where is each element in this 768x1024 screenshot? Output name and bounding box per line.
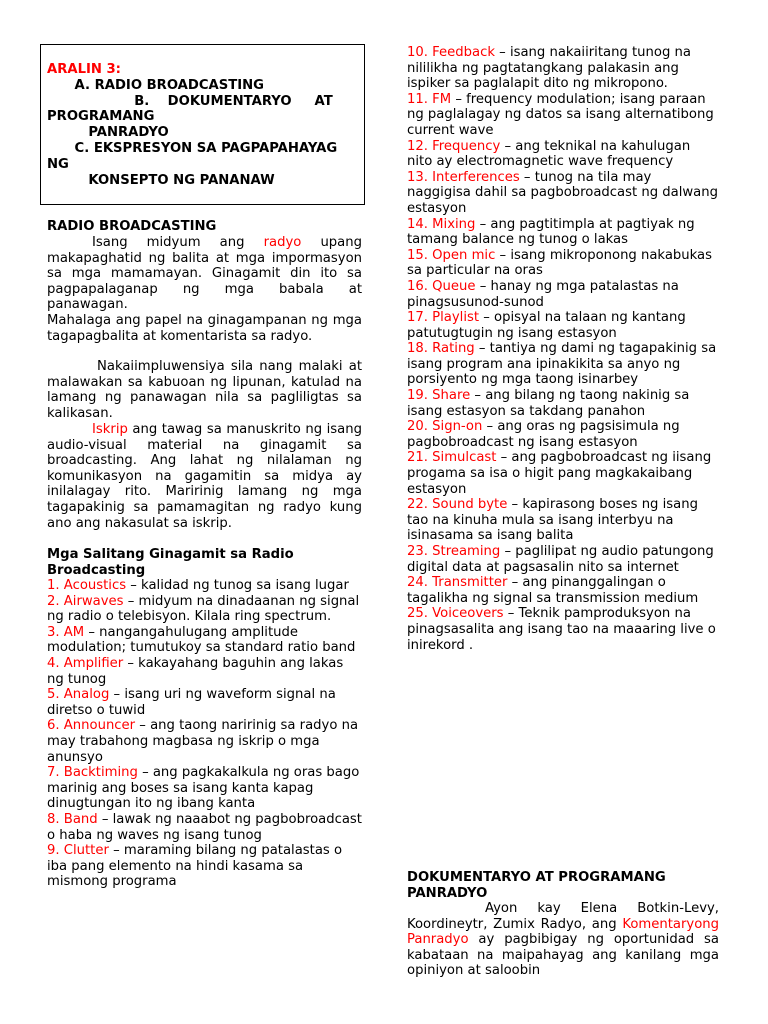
term-definition: – nangangahulugang amplitude modulation; tumutukoy sa standard ratio band bbox=[47, 624, 356, 656]
term-label: 15. Open mic bbox=[407, 247, 496, 263]
lesson-topic-b-line1: B. DOKUMENTARYO AT bbox=[47, 93, 333, 109]
lesson-topic-b-line2: PROGRAMANG bbox=[47, 109, 155, 125]
term-label: 22. Sound byte bbox=[407, 497, 508, 513]
doc-paragraph: Ayon kay Elena Botkin-Levy, Koordineytr, Zumix Radyo, ang Komentaryong Panradyo ay pagbibigay ng oportunidad sa kabataan na maipahayag ang kanilang mga opiniyon at saloobin bbox=[407, 901, 719, 979]
term-definition: – kalidad ng tunog sa isang lugar bbox=[126, 578, 349, 593]
radio-paragraph-2: Mahalaga ang papel na ginagampanan ng mga tagapagbalita at komentarista sa radyo. bbox=[47, 313, 362, 344]
term-definition: – ang pagbobroadcast ng iisang progama sa isa o higit pang magkakaibang estasyon bbox=[407, 450, 712, 497]
term-definition: – ang pagkakalkula ng oras bago marinig ang boses sa isang kanta kapag dinugtungan ito ng ibang kanta bbox=[47, 765, 360, 812]
term-item bbox=[407, 575, 719, 606]
term-item bbox=[47, 765, 362, 812]
term-label: 9. Clutter bbox=[47, 843, 109, 859]
term-label: 10. Feedback bbox=[407, 45, 495, 60]
term-definition: – ang bilang ng taong nakinig sa isang estasyon sa takdang panahon bbox=[407, 388, 690, 419]
radio-paragraph-4: Iskrip ang tawag sa manuskrito ng isang audio-visual material na ginagamit sa broadcasting. Ang lahat ng nilalaman ng komunikasyon na gagamitin sa midya ay inilalagay rito. Maririnig lamang ng mga tagapakinig sa pamamagitan ng radyo kung ano ang nakasulat sa iskrip. bbox=[47, 422, 362, 531]
term-item bbox=[47, 687, 362, 718]
term-label: 23. Streaming bbox=[407, 544, 501, 559]
term-item bbox=[47, 656, 362, 687]
term-definition: – midyum na dinadaanan ng signal ng radio o telebisyon. Kilala ring spectrum. bbox=[47, 593, 360, 625]
term-item bbox=[47, 718, 362, 765]
term-definition: – maraming bilang ng patalastas o iba pang elemento na hindi kasama sa mismong programa bbox=[47, 843, 343, 890]
term-item bbox=[407, 497, 719, 544]
term-item bbox=[47, 843, 362, 890]
term-definition: – ang pagtitimpla at pagtiyak ng tamang balance ng tunog o lakas bbox=[407, 216, 695, 248]
term-item bbox=[407, 419, 719, 450]
term-item bbox=[407, 606, 719, 653]
term-label: 1. Acoustics bbox=[47, 578, 127, 593]
term-label: 17. Playlist bbox=[407, 310, 480, 326]
term-item bbox=[47, 812, 362, 843]
doc-heading: DOKUMENTARYO AT PROGRAMANG PANRADYO bbox=[407, 870, 666, 901]
term-definition: – Teknik pamproduksyon na pinagsasalita ang isang tao na maaaring live o inirekord . bbox=[407, 606, 716, 653]
term-label: 18. Rating bbox=[407, 341, 475, 357]
lesson-topic-b-line3: PANRADYO bbox=[47, 125, 169, 141]
terms-list-left bbox=[47, 578, 362, 890]
term-item bbox=[407, 92, 719, 139]
term-label: 21. Simulcast bbox=[407, 450, 497, 466]
lesson-topic-a: A. RADIO BROADCASTING bbox=[47, 77, 264, 93]
term-item bbox=[407, 450, 719, 497]
term-label: 2. Airwaves bbox=[47, 593, 124, 609]
radio-paragraph-3: Nakaiimpluwensiya sila nang malaki at malawakan sa kabuoan ng lipunan, katulad na lamang ng panawagan nila sa pagliligtas sa kalikasan. bbox=[47, 359, 362, 421]
term-label: 8. Band bbox=[47, 811, 98, 827]
term-definition: – ang teknikal na kahulugan nito ay electromagnetic wave frequency bbox=[407, 138, 691, 170]
term-label: 11. FM bbox=[407, 91, 452, 107]
term-label: 13. Interferences bbox=[407, 169, 520, 185]
term-label: 14. Mixing bbox=[407, 216, 476, 232]
term-item bbox=[47, 578, 362, 594]
lesson-label: ARALIN 3: bbox=[47, 62, 121, 77]
term-item bbox=[407, 139, 719, 170]
term-definition: – ang oras ng pagsisimula ng pagbobroadcast ng isang estasyon bbox=[407, 419, 680, 450]
term-label: 4. Amplifier bbox=[47, 655, 124, 671]
term-definition: – tantiya ng dami ng tagapakinig sa isang program ana ipinakikita sa anyo ng porsiyento ng mga taong isinarbey bbox=[407, 341, 717, 388]
term-definition: – tunog na tila may naggigisa dahil sa pagbobroadcast ng dalwang estasyon bbox=[407, 169, 718, 216]
term-item bbox=[407, 170, 719, 217]
term-definition: – paglilipat ng audio patungong digital data at pagsasalin nito sa internet bbox=[407, 544, 714, 575]
term-label: 6. Announcer bbox=[47, 718, 136, 734]
lesson-topic-c-line2: NG bbox=[47, 156, 69, 172]
term-definition: – frequency modulation; isang paraan ng paglalagay ng datos sa isang alternatibong current wave bbox=[407, 91, 714, 138]
term-label: 16. Queue bbox=[407, 278, 476, 294]
term-definition: – isang nakaiiritang tunog na nililikha ng pagtatangkang palakasin ang ispiker sa paglalapit dito ng mikropono. bbox=[407, 45, 691, 92]
term-label: 25. Voiceovers bbox=[407, 606, 504, 622]
term-definition: – hanay ng mga patalastas na pinagsusunod-sunod bbox=[407, 278, 679, 310]
term-item bbox=[407, 341, 719, 388]
term-label: 7. Backtiming bbox=[47, 765, 138, 781]
term-item bbox=[47, 594, 362, 625]
term-definition: – opisyal na talaan ng kantang patutugtugin ng isang estasyon bbox=[407, 310, 686, 341]
terms-list-right bbox=[407, 45, 719, 653]
term-item bbox=[407, 217, 719, 248]
term-item bbox=[407, 45, 719, 92]
term-definition: – ang pinanggalingan o tagalikha ng signal sa transmission medium bbox=[407, 575, 699, 606]
term-definition: – kapirasong boses ng isang tao na kinuha mula sa isang interbyu na isinasama sa isang balita bbox=[407, 497, 698, 544]
term-item bbox=[407, 310, 719, 341]
keyword-radyo: radyo bbox=[263, 235, 302, 250]
term-label: 19. Share bbox=[407, 388, 471, 404]
term-label: 24. Transmitter bbox=[407, 575, 508, 591]
radio-paragraph-1: Isang midyum ang radyo upang makapaghatid ng balita at mga impormasyon sa mga mamamayan. Ginagamit din ito sa pagpapalaganap ng mga babala at panawagan. bbox=[47, 235, 362, 313]
term-label: 20. Sign-on bbox=[407, 419, 483, 435]
term-definition: – kakayahang baguhin ang lakas ng tunog bbox=[47, 655, 344, 687]
term-item bbox=[407, 248, 719, 279]
terms-heading: Mga Salitang Ginagamit sa Radio Broadcasting bbox=[47, 547, 294, 578]
radio-heading: RADIO BROADCASTING bbox=[47, 219, 217, 234]
term-label: 5. Analog bbox=[47, 687, 110, 703]
term-definition: – isang mikroponong nakabukas sa particular na oras bbox=[407, 247, 713, 279]
lesson-topic-c-line1: C. EKSPRESYON SA PAGPAPAHAYAG bbox=[47, 140, 338, 156]
term-item bbox=[407, 544, 719, 575]
lesson-header-box bbox=[40, 44, 365, 205]
term-definition: – isang uri ng waveform signal na diretso o tuwid bbox=[47, 687, 336, 718]
term-item bbox=[47, 625, 362, 656]
term-definition: – ang taong naririnig sa radyo na may trabahong magbasa ng iskrip o mga anunsyo bbox=[47, 718, 359, 765]
lesson-topic-c-line3: KONSEPTO NG PANANAW bbox=[47, 172, 275, 188]
term-definition: – lawak ng naaabot ng pagbobroadcast o haba ng waves ng isang tunog bbox=[47, 811, 362, 843]
term-item bbox=[407, 279, 719, 310]
keyword-komentaryong-panradyo: Komentaryong Panradyo bbox=[407, 916, 719, 948]
term-label: 3. AM bbox=[47, 624, 85, 640]
term-label: 12. Frequency bbox=[407, 138, 501, 154]
term-item bbox=[407, 388, 719, 419]
keyword-iskrip: Iskrip bbox=[92, 422, 128, 437]
